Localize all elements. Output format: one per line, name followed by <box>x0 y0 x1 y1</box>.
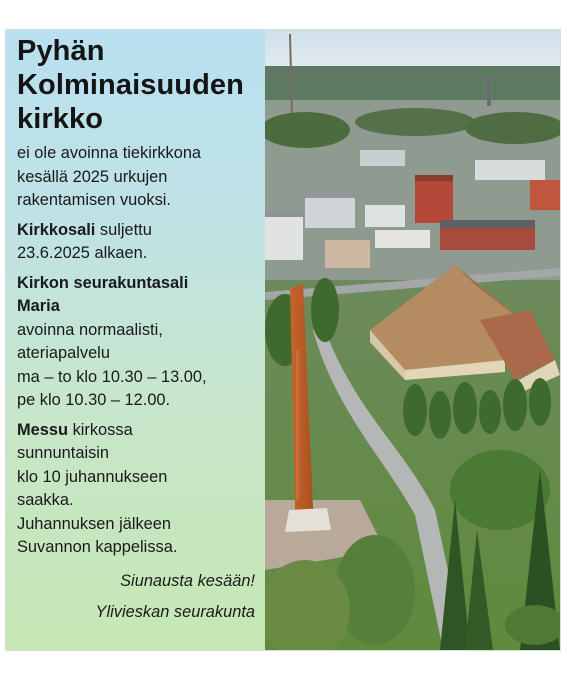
mass-line: klo 10 juhannukseen <box>17 467 168 486</box>
mass-heading: Messu <box>17 420 69 439</box>
hall-status: suljettu <box>95 220 152 239</box>
title-line: kirkko <box>17 103 104 135</box>
mass-line: Juhannuksen jälkeen <box>17 514 172 533</box>
parish-hall-line: avoinna normaalisti, <box>17 320 163 339</box>
hall-heading: Kirkkosali <box>17 220 96 239</box>
parish-hall-heading: Kirkon seurakuntasali <box>17 273 189 292</box>
hall-line <box>17 219 255 243</box>
parish-hall-heading: Maria <box>17 297 60 315</box>
page-title <box>17 34 255 136</box>
title-line: Kolminaisuuden <box>17 69 244 101</box>
mass-place: kirkossa <box>68 420 133 439</box>
parish-hall-hours: pe klo 10.30 – 12.00. <box>17 391 171 409</box>
parish-hall-notice <box>17 272 255 413</box>
title-line: Pyhän <box>17 35 105 67</box>
hall-notice <box>17 219 255 266</box>
parish-hall-hours: ma – to klo 10.30 – 13.00, <box>17 367 207 386</box>
hall-date: 23.6.2025 alkaen. <box>17 244 148 262</box>
intro-line: rakentamisen vuoksi. <box>17 191 171 209</box>
intro-line: kesällä 2025 urkujen <box>17 167 168 186</box>
mass-line: Suvannon kappelissa. <box>17 538 178 556</box>
mass-line <box>17 419 255 443</box>
intro-text <box>17 142 255 213</box>
parish-hall-line: ateriapalvelu <box>17 344 110 362</box>
mass-line: sunnuntaisin <box>17 444 110 462</box>
text-panel <box>6 30 265 650</box>
mass-line: saakka. <box>17 491 74 509</box>
greeting: Siunausta kesään! <box>120 571 255 590</box>
intro-line: ei ole avoinna tiekirkkona <box>17 144 202 162</box>
mass-notice <box>17 419 255 560</box>
poster <box>6 30 560 650</box>
signature: Ylivieskan seurakunta <box>95 602 255 621</box>
aerial-church-photo <box>265 30 560 650</box>
